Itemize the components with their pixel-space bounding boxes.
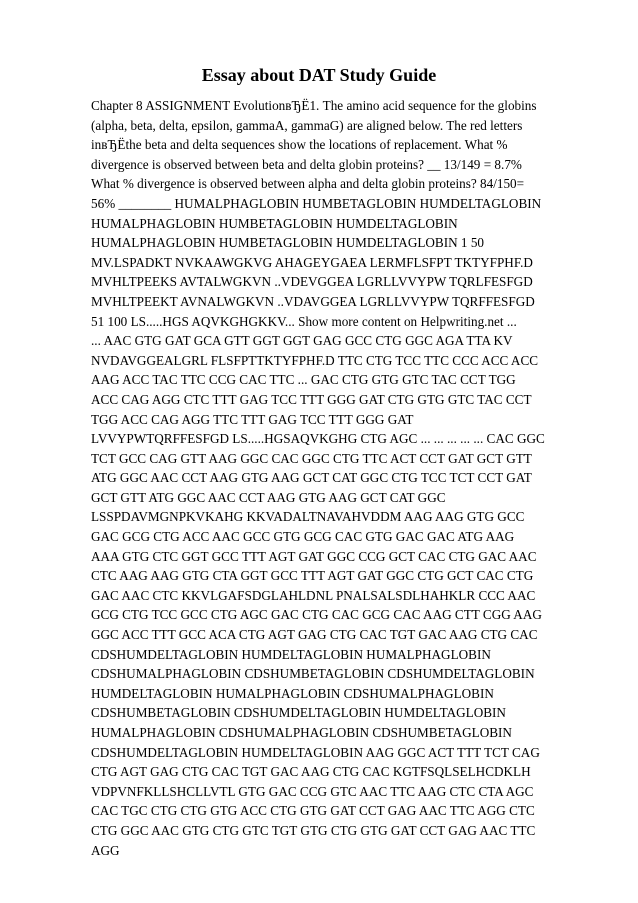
body-line: CDSHUMALPHAGLOBIN CDSHUMBETAGLOBIN CDSHUMDELTAGLOBIN [91, 666, 535, 682]
body-line: 56% ________ HUMALPHAGLOBIN HUMBETAGLOBIN HUMDELTAGLOBIN [91, 195, 542, 211]
body-line: (alpha, beta, delta, epsilon, gammaA, gammaG) are aligned below. The red letters [91, 117, 523, 133]
body-line: CTG GGC AAC GTG CTG GTC TGT GTG CTG GTG GAT CCT GAG AAC TTC [91, 822, 536, 838]
body-line: LSSPDAVMGNPKVKAHG KKVADALTNAVAHVDDM AAG AAG GTG GCC [91, 509, 525, 525]
body-line: CTG AGT GAG CTG CAC TGT GAC AAG CTG CAC KGTFSQLSELHCDKLH [91, 764, 531, 780]
body-line: CDSHUMBETAGLOBIN CDSHUMDELTAGLOBIN HUMDELTAGLOBIN [91, 705, 506, 721]
body-line: HUMALPHAGLOBIN HUMBETAGLOBIN HUMDELTAGLOBIN 1 50 [91, 235, 485, 251]
body-line: ATG GGC AAC CCT AAG GTG AAG GCT CAT GGC CTG TCC TCT CCT GAT [91, 470, 532, 486]
body-line: GCG CTG TCC GCC CTG AGC GAC CTG CAC GCG CAC AAG CTT CGG AAG [91, 607, 542, 623]
body-line: HUMALPHAGLOBIN CDSHUMALPHAGLOBIN CDSHUMBETAGLOBIN [91, 725, 512, 740]
body-line: CDSHUMDELTAGLOBIN HUMDELTAGLOBIN HUMALPHAGLOBIN [91, 646, 491, 662]
body-line: MVHLTPEEKT AVNALWGKVN ..VDAVGGEA LGRLLVVYPW TQRFFESFGD [91, 293, 535, 309]
body-line: GAC GCG CTG ACC AAC GCC GTG GCG CAC GTG GAC GAC ATG AAG [91, 529, 515, 545]
body-line: What % divergence is observed between alpha and delta globin proteins? 84/150= [91, 176, 525, 192]
document-title: Essay about DAT Study Guide [201, 65, 437, 85]
body-line: inвЂЁthe beta and delta sequences show the locations of replacement. What % [91, 137, 508, 153]
body-line: HUMDELTAGLOBIN HUMALPHAGLOBIN CDSHUMALPHAGLOBIN [91, 685, 494, 701]
body-line: AAA GTG CTC GGT GCC TTT AGT GAT GGC CCG GCT CAC CTG GAC AAC [91, 548, 537, 564]
body-line: CAC TGC CTG CTG GTG ACC CTG GTG GAT CCT GAG AAC TTC AGG CTC [91, 803, 535, 819]
body-line: CDSHUMDELTAGLOBIN HUMDELTAGLOBIN AAG GGC ACT TTT TCT CAG [91, 744, 540, 760]
body-line: Chapter 8 ASSIGNMENT EvolutionвЂЁ1. The amino acid sequence for the globins [91, 98, 537, 113]
body-line: VDPVNFKLLSHCLLVTL GTG GAC CCG GTC AAC TTC AAG CTC CTA AGC [91, 783, 534, 799]
body-line: GAC AAC CTC KKVLGAFSDGLAHLDNL PNALSALSDLHAHKLR CCC AAC [91, 587, 536, 603]
body-line: 51 100 LS.....HGS AQVKGHGKKV... Show more content on Helpwriting.net ... [91, 313, 517, 329]
body-line: ... AAC GTG GAT GCA GTT GGT GGT GAG GCC CTG GGC AGA TTA KV [91, 333, 513, 349]
body-line: HUMALPHAGLOBIN HUMBETAGLOBIN HUMDELTAGLOBIN [91, 215, 458, 231]
body-line: AAG ACC TAC TTC CCG CAC TTC ... GAC CTG GTG GTC TAC CCT TGG [91, 372, 516, 388]
document-body [91, 96, 561, 860]
body-line: GCT GTT ATG GGC AAC CCT AAG GTG AAG GCT CAT GGC [91, 489, 446, 505]
body-line: TCT GCC CAG GTT AAG GGC CAC GGC CTG TTC ACT CCT GAT GCT GTT [91, 450, 532, 466]
body-line: MV.LSPADKT NVKAAWGKVG AHAGEYGAEA LERMFLSFPT TKTYFPHF.D [91, 254, 533, 270]
body-line: ACC CAG AGG CTC TTT GAG TCC TTT GGG GAT CTG GTG GTC TAC CCT [91, 391, 532, 407]
body-line: CTC AAG AAG GTG CTA GGT GCC TTT AGT GAT GGC CTG GCT CAC CTG [91, 568, 534, 584]
body-line: TGG ACC CAG AGG TTC TTT GAG TCC TTT GGG GAT [91, 411, 414, 427]
body-line: MVHLTPEEKS AVTALWGKVN ..VDEVGGEA LGRLLVVYPW TQRLFESFGD [91, 274, 533, 290]
body-line: AGG [91, 842, 120, 858]
body-line: GGC ACC TTT GCC ACA CTG AGT GAG CTG CAC TGT GAC AAG CTG CAC [91, 627, 538, 643]
body-line: LVVYPWTQRFFESFGD LS.....HGSAQVKGHG CTG AGC ... ... ... ... ... CAC GGC [91, 431, 545, 447]
body-line: NVDAVGGEALGRL FLSFPTTKTYFPHF.D TTC CTG TCC TTC CCC ACC ACC [91, 352, 539, 368]
body-line: divergence is observed between beta and delta globin proteins? __ 13/149 = 8.7% [91, 156, 522, 172]
